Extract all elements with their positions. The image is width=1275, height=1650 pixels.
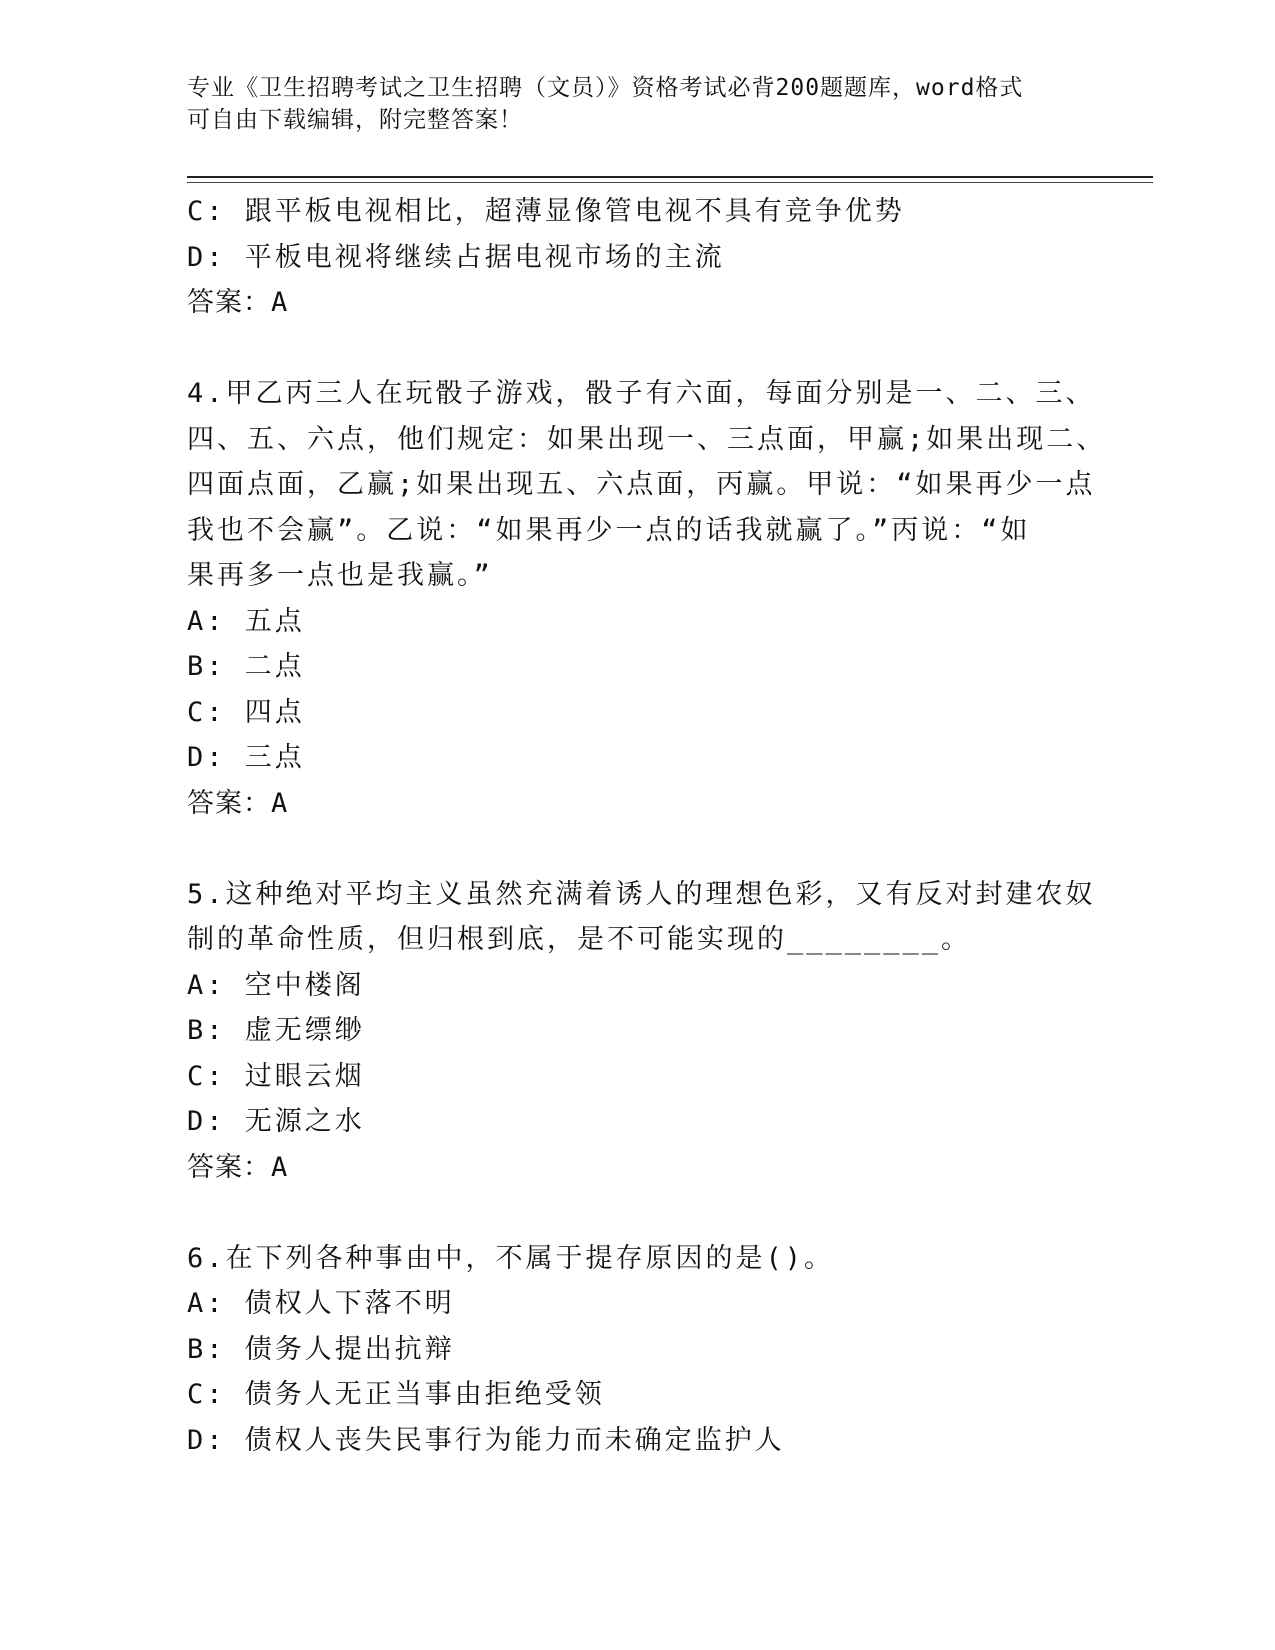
question-stem-line: 四、五、六点，他们规定：如果出现一、三点面，甲赢;如果出现二、 [187,423,1107,455]
option-label: C: [187,696,226,728]
option-text: 跟平板电视相比，超薄显像管电视不具有竞争优势 [244,196,905,227]
answer-value: A [271,1151,291,1183]
question-5 [187,872,1096,1191]
header-divider-thick [187,176,1153,178]
option-text: 债权人下落不明 [244,1288,455,1319]
question-6 [187,1236,1087,1464]
option-text: 五点 [244,605,305,637]
option-a [187,1281,1087,1327]
option-label: A: [187,1288,226,1319]
option-label: B: [187,1015,226,1046]
spacer [187,1190,1087,1236]
option-b [187,1327,1087,1373]
option-label: B: [187,1333,226,1365]
option-label: C: [187,1379,226,1410]
option-label: A: [187,969,226,1001]
header-title-line-1: 专业《卫生招聘考试之卫生招聘（文员）》资格考试必背200题题库，word格式 [187,75,1024,101]
question-stem-line: 制的革命性质，但归根到底，是不可能实现的________。 [187,924,972,955]
option-label: C: [187,196,226,227]
answer-label: 答案： [187,287,271,318]
answer-line [187,280,1087,326]
option-c [187,690,1087,736]
option-c [187,1372,1087,1418]
option-text: 四点 [244,696,305,728]
answer-label: 答案： [187,1151,271,1183]
question-stem-line: 果再多一点也是我赢。” [187,560,493,591]
option-text: 虚无缥缈 [244,1015,365,1046]
answer-line [187,1145,1087,1191]
option-d [187,235,1087,281]
answer-value: A [271,787,291,819]
question-stem-line: 4.甲乙丙三人在玩骰子游戏，骰子有六面，每面分别是一、二、三、 [187,378,1096,409]
option-d [187,1418,1087,1464]
option-text: 无源之水 [244,1106,365,1137]
option-c [187,1054,1087,1100]
answer-label: 答案： [187,787,271,819]
option-b [187,1008,1087,1054]
answer-value: A [271,287,291,318]
question-3-continuation [187,189,1087,326]
option-d [187,1099,1087,1145]
header-title-line-2: 可自由下载编辑，附完整答案！ [187,107,523,133]
option-c [187,189,1087,235]
option-label: D: [187,742,226,773]
spacer [187,826,1087,872]
option-label: D: [187,1106,226,1137]
question-4 [187,371,1107,826]
option-text: 过眼云烟 [244,1060,365,1092]
spacer [187,326,1087,372]
option-label: C: [187,1060,226,1092]
option-label: D: [187,241,226,273]
option-label: D: [187,1424,226,1456]
option-text: 平板电视将继续占据电视市场的主流 [244,241,725,273]
option-a [187,599,1087,645]
option-label: A: [187,605,226,637]
option-d [187,735,1087,781]
question-list [187,189,1107,1463]
answer-line [187,781,1087,827]
option-text: 债务人无正当事由拒绝受领 [244,1379,605,1410]
question-stem-line: 5.这种绝对平均主义虽然充满着诱人的理想色彩，又有反对封建农奴 [187,878,1096,910]
question-stem-line: 四面点面，乙赢;如果出现五、六点面，丙赢。甲说：“如果再少一点 [187,469,1096,500]
option-text: 二点 [244,651,305,682]
option-text: 债务人提出抗辩 [244,1333,455,1365]
option-label: B: [187,651,226,682]
document-header [187,72,1067,136]
question-stem-line: 6.在下列各种事由中，不属于提存原因的是()。 [187,1242,835,1274]
question-stem-line: 我也不会赢”。乙说：“如果再少一点的话我就赢了。”丙说：“如 [187,514,1031,546]
header-divider-thin [187,182,1153,183]
option-a [187,963,1087,1009]
option-text: 三点 [244,742,305,773]
option-text: 债权人丧失民事行为能力而未确定监护人 [244,1424,785,1456]
option-b [187,644,1087,690]
option-text: 空中楼阁 [244,969,365,1001]
